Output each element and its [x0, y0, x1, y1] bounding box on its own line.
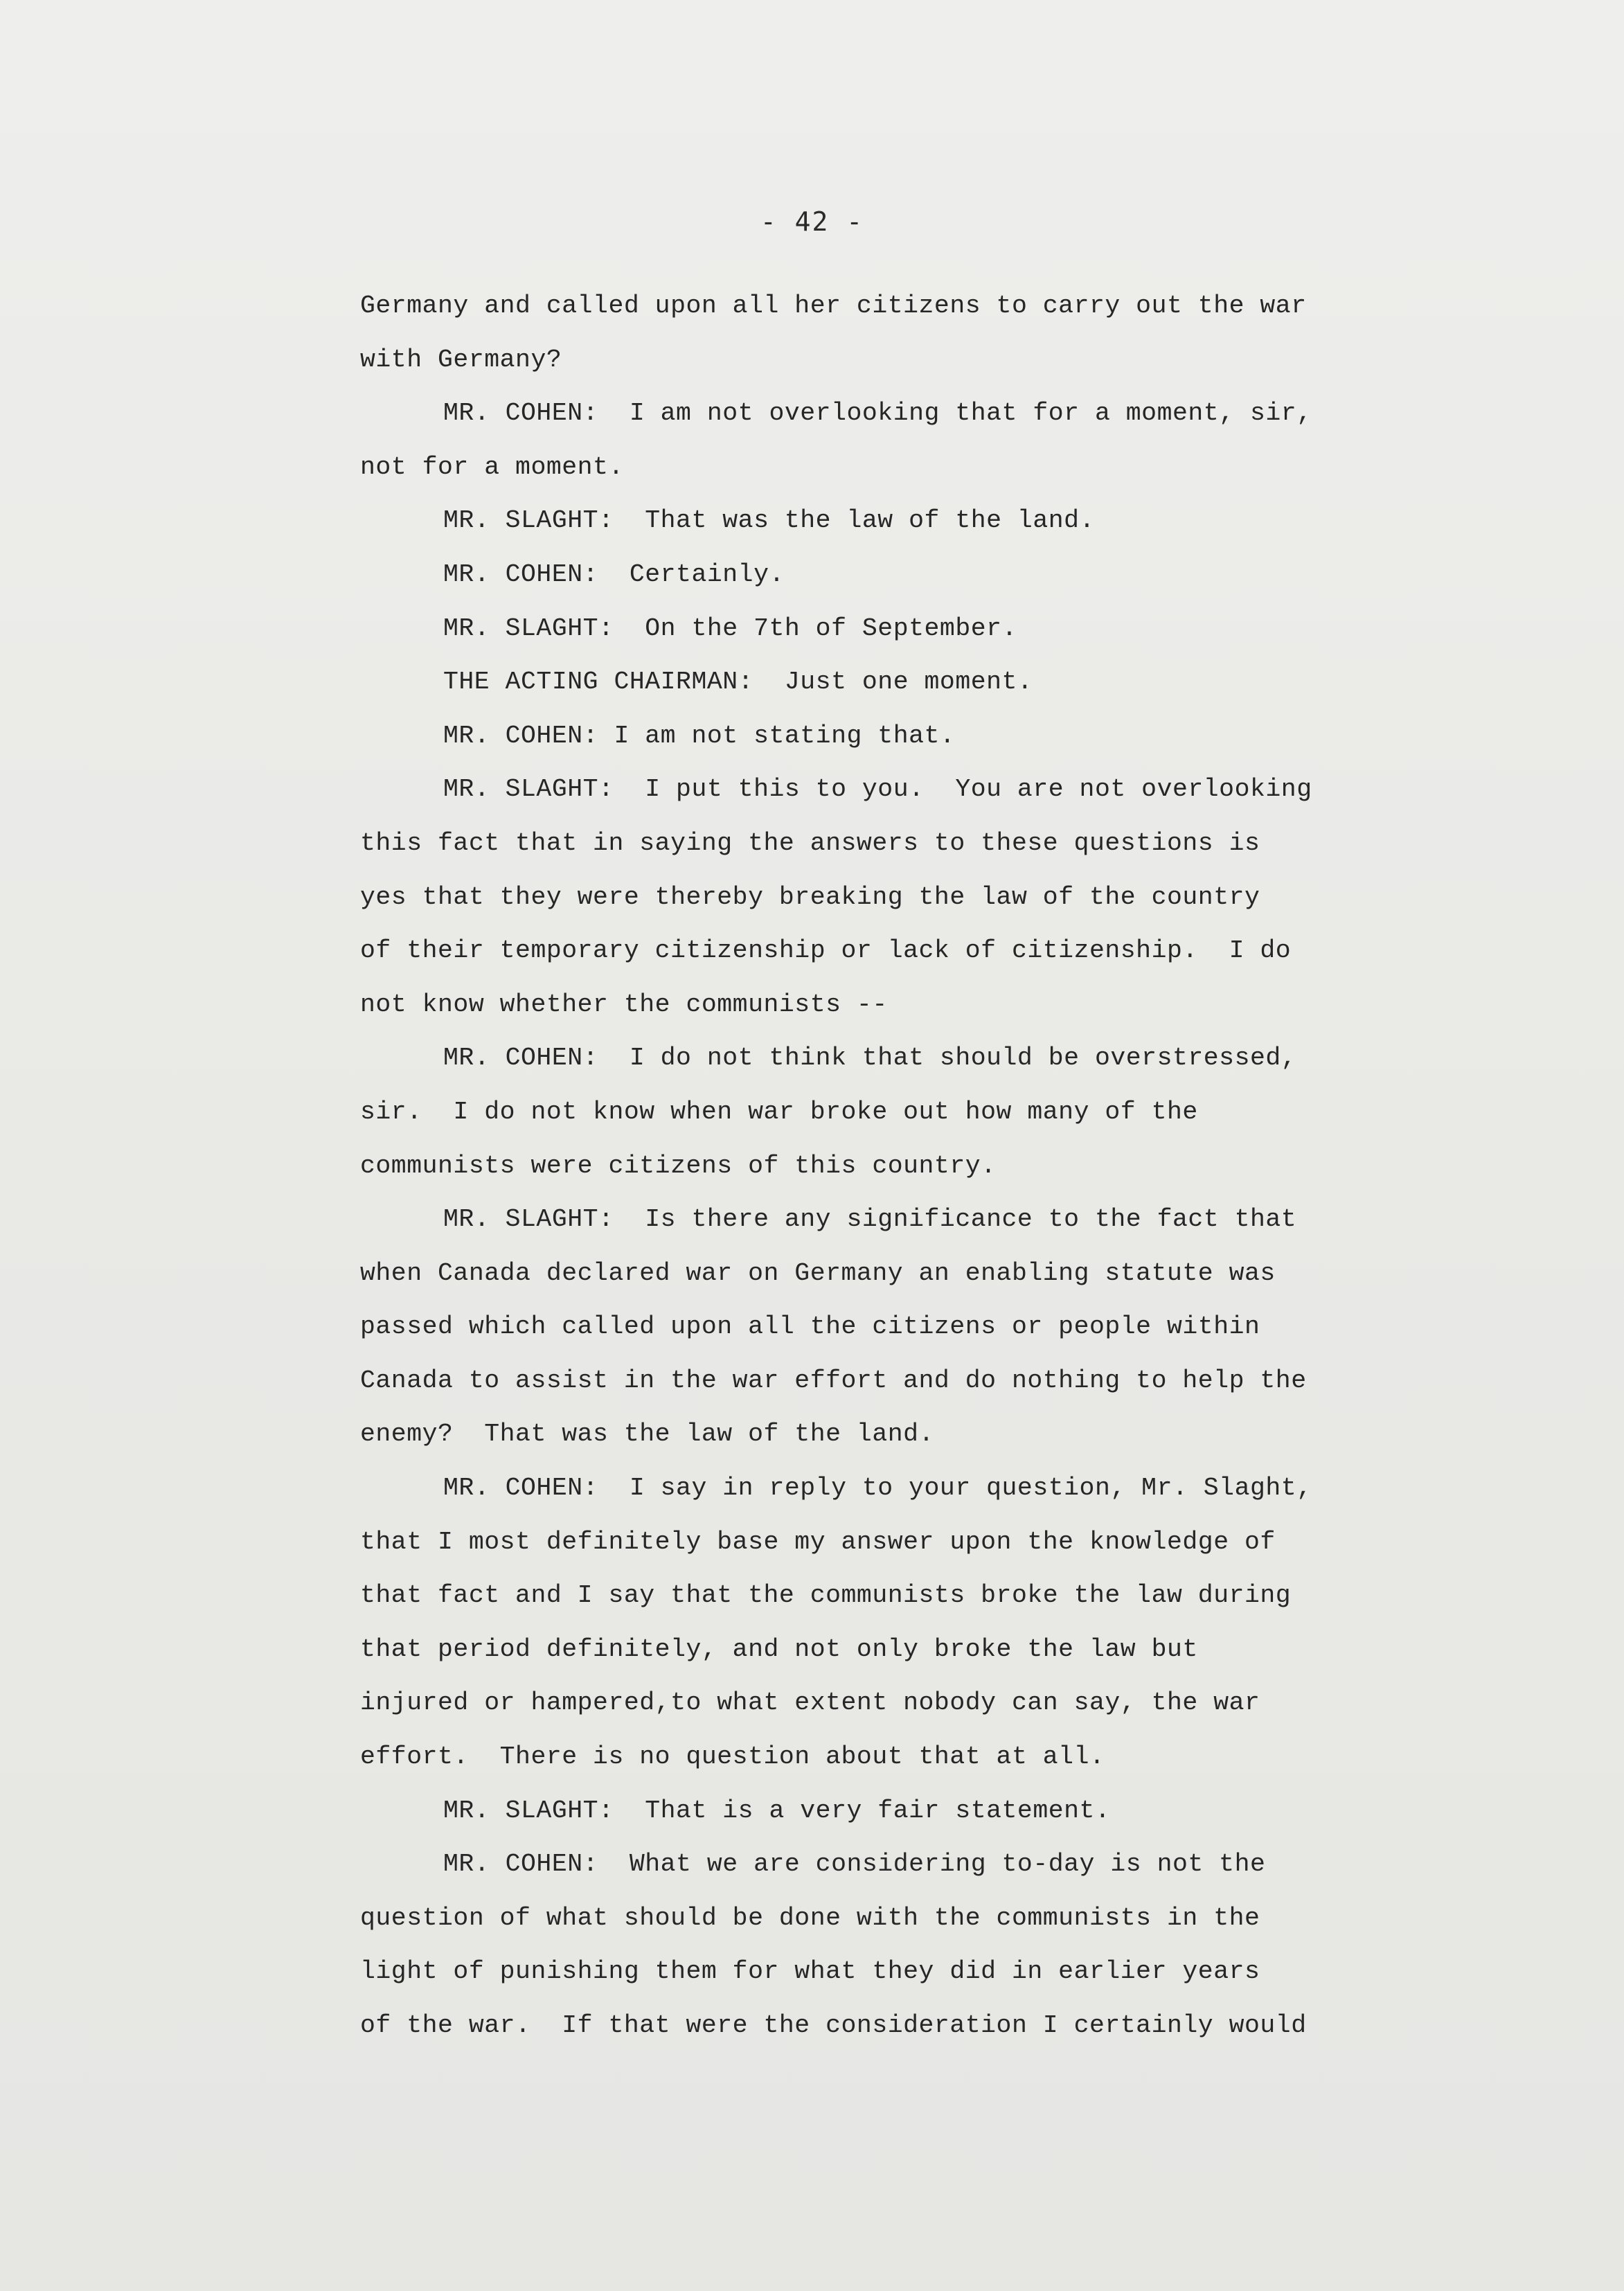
transcript-line: with Germany?	[360, 345, 562, 374]
page-number: - 42 -	[760, 206, 864, 237]
transcript-line: MR. SLAGHT: That was the law of the land.	[443, 506, 1095, 535]
transcript-line: of their temporary citizenship or lack of citizenship. I do	[360, 936, 1292, 965]
transcript-line: enemy? That was the law of the land.	[360, 1420, 934, 1449]
transcript-line: communists were citizens of this country.	[360, 1151, 997, 1180]
transcript-line: light of punishing them for what they did in earlier years	[360, 1957, 1260, 1986]
transcript-line: THE ACTING CHAIRMAN: Just one moment.	[443, 668, 1033, 697]
transcript-line: this fact that in saying the answers to these questions is	[360, 828, 1260, 857]
transcript-line: MR. SLAGHT: Is there any significance to the fact that	[443, 1205, 1297, 1234]
transcript-line: MR. COHEN: I say in reply to your question, Mr. Slaght,	[443, 1474, 1312, 1503]
transcript-body	[360, 285, 1427, 2059]
transcript-line: MR. COHEN: Certainly.	[443, 560, 785, 589]
transcript-line: injured or hampered,to what extent nobody can say, the war	[360, 1688, 1260, 1718]
transcript-line: MR. COHEN: I am not overlooking that for a moment, sir,	[443, 399, 1312, 428]
transcript-line: MR. SLAGHT: That is a very fair statement.	[443, 1796, 1111, 1825]
transcript-line: sir. I do not know when war broke out how many of the	[360, 1097, 1198, 1126]
transcript-line: of the war. If that were the consideration I certainly would	[360, 2011, 1307, 2040]
transcript-line: effort. There is no question about that at all.	[360, 1742, 1105, 1772]
transcript-line: MR. SLAGHT: I put this to you. You are not overlooking	[443, 775, 1312, 804]
transcript-line: question of what should be done with the communists in the	[360, 1903, 1260, 1932]
transcript-line: Germany and called upon all her citizens to carry out the war	[360, 292, 1307, 320]
transcript-line: not know whether the communists --	[360, 990, 888, 1019]
transcript-line: yes that they were thereby breaking the law of the country	[360, 882, 1260, 911]
transcript-line: that I most definitely base my answer upon the knowledge of	[360, 1527, 1276, 1556]
transcript-line: not for a moment.	[360, 452, 624, 481]
transcript-line: MR. COHEN: I am not stating that.	[443, 721, 956, 750]
transcript-line: MR. SLAGHT: On the 7th of September.	[443, 614, 1017, 643]
transcript-line: when Canada declared war on Germany an enabling statute was	[360, 1258, 1276, 1287]
transcript-line: Canada to assist in the war effort and do nothing to help the	[360, 1366, 1307, 1395]
transcript-line: MR. COHEN: I do not think that should be overstressed,	[443, 1044, 1297, 1073]
transcript-line: that fact and I say that the communists broke the law during	[360, 1581, 1292, 1610]
transcript-line: MR. COHEN: What we are considering to-day is not the	[443, 1850, 1266, 1879]
transcript-line: that period definitely, and not only broke the law but	[360, 1634, 1198, 1664]
transcript-line: passed which called upon all the citizens or people within	[360, 1312, 1260, 1341]
